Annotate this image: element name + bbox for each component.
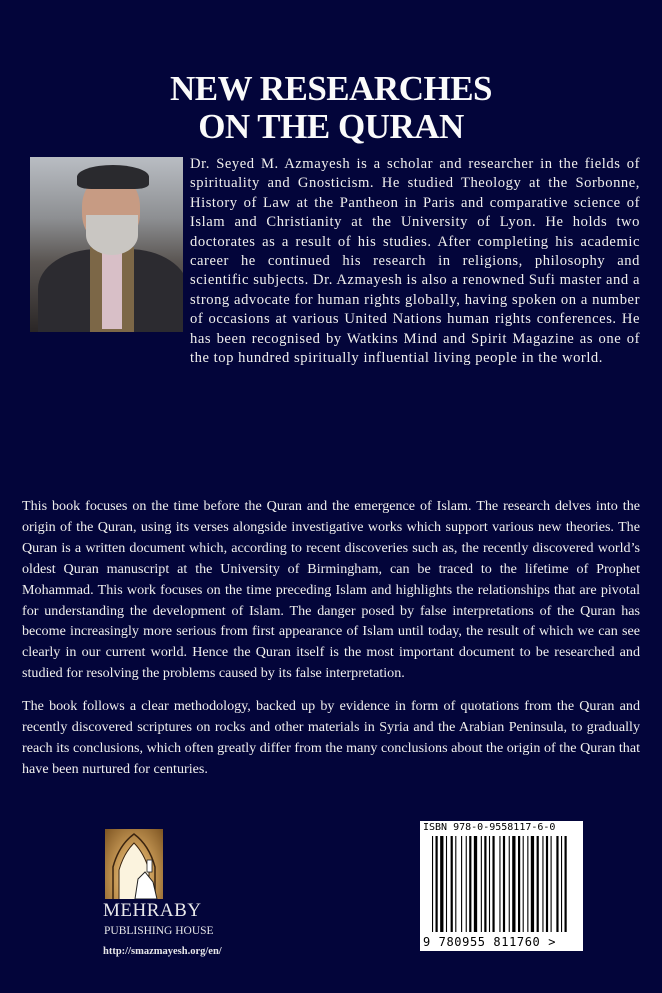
publisher-subtitle: PUBLISHING HOUSE bbox=[104, 925, 214, 937]
isbn-text: ISBN 978-0-9558117-6-0 bbox=[423, 822, 556, 833]
author-section bbox=[22, 155, 640, 485]
barcode-bar bbox=[509, 836, 510, 932]
main-content bbox=[22, 155, 640, 780]
publisher-logo bbox=[105, 829, 163, 899]
title-line-1: NEW RESEARCHES bbox=[169, 69, 493, 108]
description-paragraph-2: The book follows a clear methodology, backed up by evidence in form of quotations from the Quran and recently discovered scriptures on rocks and other materials in Syria and the Arabian Peninsula, to gradually reach its conclusions, which often greatly differ from the many conclusions about the origin of the Quran that have been nurtured for centuries. bbox=[22, 698, 640, 777]
publisher-url[interactable]: http://smazmayesh.org/en/ bbox=[103, 946, 222, 957]
barcode-bar bbox=[551, 836, 552, 932]
barcode-bar bbox=[512, 836, 515, 932]
isbn-barcode bbox=[420, 821, 583, 951]
publisher-name: MEHRABY bbox=[103, 900, 202, 921]
barcode-bar bbox=[531, 836, 534, 932]
description-paragraph-1: This book focuses on the time before the Quran and the emergence of Islam. The research delves into the origin of the Quran, using its verses alongside investigative works which support various new theories. The Quran is a written document which, according to recent discoveries such as, the recently discovered world’s oldest Quran manuscript at the University of Birmingham, can be traced to the lifetime of Prophet Mohammad. This work focuses on the time preceding Islam and highlights the relationships that are pivotal for understanding the development of Islam. The danger posed by false interpretations of the Quran has become increasingly more serious from first appearance of Islam until today, the result of which we can see clearly in our current world. Hence the Quran itself is the most important document to be researched and studied for resolving the problems caused by its false interpretation. bbox=[22, 498, 640, 682]
barcode-bar bbox=[503, 836, 505, 932]
barcode-bar bbox=[527, 836, 528, 932]
barcode-digits: 9 780955 811760 > bbox=[423, 935, 557, 949]
barcode-bar bbox=[489, 836, 490, 932]
barcode-bar bbox=[455, 836, 456, 932]
author-photo bbox=[30, 157, 183, 332]
barcode-bar bbox=[451, 836, 453, 932]
barcode-bar bbox=[474, 836, 477, 932]
barcode-bar bbox=[481, 836, 482, 932]
book-title bbox=[0, 70, 662, 146]
author-bio: Dr. Seyed M. Azmayesh is a scholar and researcher in the fields of spirituality and Gnosticism. He studied Theology at the Sorbonne, History of Law at the Pantheon in Paris and comparative science of Islam and Christianity at the University of Lyon. He holds two doctorates as a result of his studies. After completing his academic career he continued his research in religions, philosophy and scientific subjects. Dr. Azmayesh is also a renowned Sufi master and a strong advocate for human rights globally, having spoken on a number of occasions at various United Nations human rights conferences. He has been recognised by Watkins Mind and Spirit Magazine as one of the top hundred spiritually influential living people in the world. bbox=[190, 156, 640, 367]
barcode-bar bbox=[565, 836, 567, 932]
barcode-bar bbox=[484, 836, 486, 932]
barcode-bar bbox=[499, 836, 500, 932]
barcode-bar bbox=[432, 836, 433, 932]
barcode-bar bbox=[542, 836, 543, 932]
barcode-bar bbox=[466, 836, 467, 932]
barcode-bars bbox=[420, 821, 583, 933]
barcode-bar bbox=[556, 836, 558, 932]
title-line-2: ON THE QURAN bbox=[198, 107, 464, 146]
barcode-bar bbox=[561, 836, 562, 932]
barcode-bar bbox=[461, 836, 462, 932]
barcode-bar bbox=[518, 836, 520, 932]
barcode-bar bbox=[546, 836, 548, 932]
barcode-bar bbox=[440, 836, 443, 932]
barcode-bar bbox=[492, 836, 494, 932]
barcode-bar bbox=[537, 836, 539, 932]
barcode-bar bbox=[469, 836, 471, 932]
barcode-bar bbox=[436, 836, 438, 932]
barcode-bar bbox=[446, 836, 447, 932]
barcode-bar bbox=[523, 836, 524, 932]
